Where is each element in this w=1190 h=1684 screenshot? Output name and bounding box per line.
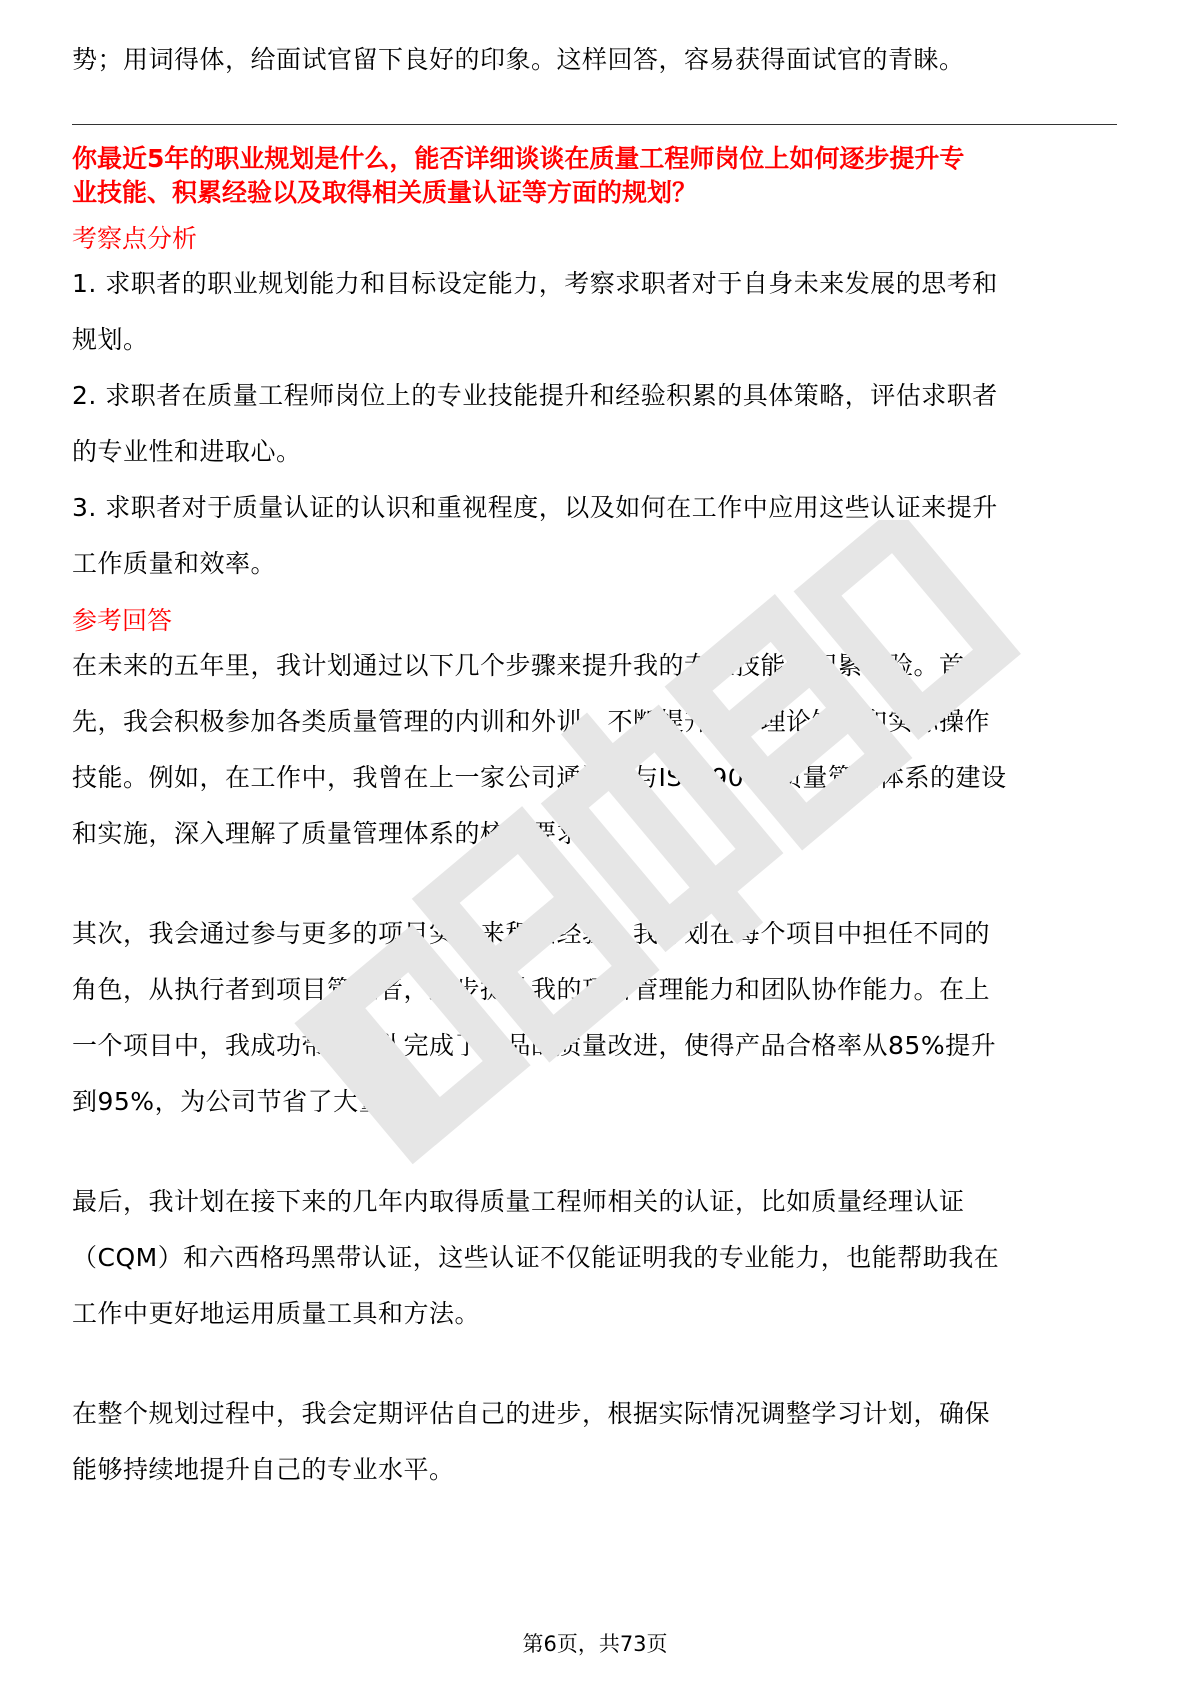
- analysis-item-line: 1. 求职者的职业规划能力和目标设定能力，考察求职者对于自身未来发展的思考和: [72, 269, 998, 298]
- answer-paragraph: [72, 906, 996, 1130]
- answer-paragraph: [72, 638, 1007, 862]
- question-line: 业技能、积累经验以及取得相关质量认证等方面的规划？: [72, 178, 698, 207]
- answer-line: 到95%，为公司节省了大量成本。: [72, 1087, 461, 1116]
- answer-line: 先，我会积极参加各类质量管理的内训和外训，不断提升我的理论知识和实际操作: [72, 707, 991, 736]
- analysis-heading: 考察点分析: [72, 224, 198, 253]
- question-line: 你最近5年的职业规划是什么，能否详细谈谈在质量工程师岗位上如何逐步提升专: [72, 144, 965, 173]
- answer-heading: 参考回答: [72, 606, 173, 635]
- analysis-item-line: 工作质量和效率。: [72, 549, 277, 578]
- answer-line: 和实施，深入理解了质量管理体系的核心要求。: [72, 819, 608, 848]
- answer-line: 一个项目中，我成功带领团队完成了产品的质量改进，使得产品合格率从85%提升: [72, 1031, 997, 1060]
- answer-line: 在未来的五年里，我计划通过以下几个步骤来提升我的专业技能和积累经验。首: [72, 651, 965, 680]
- answer-paragraph: [72, 1174, 999, 1342]
- question-title: [72, 142, 964, 210]
- analysis-item-line: 2. 求职者在质量工程师岗位上的专业技能提升和经验积累的具体策略，评估求职者: [72, 381, 998, 410]
- analysis-item-line: 的专业性和进取心。: [72, 437, 302, 466]
- analysis-item: [72, 256, 998, 368]
- answer-line: 在整个规划过程中，我会定期评估自己的进步，根据实际情况调整学习计划，确保: [72, 1399, 991, 1428]
- previous-answer-tail: 势；用词得体，给面试官留下良好的印象。这样回答，容易获得面试官的青睐。: [72, 45, 965, 74]
- section-divider: [72, 124, 1117, 125]
- page-number: 第6页，共73页: [522, 1632, 668, 1656]
- answer-line: （CQM）和六西格玛黑带认证，这些认证不仅能证明我的专业能力，也能帮助我在: [72, 1243, 1000, 1272]
- analysis-item: [72, 368, 998, 480]
- answer-line: 能够持续地提升自己的专业水平。: [72, 1455, 455, 1484]
- answer-line: 技能。例如，在工作中，我曾在上一家公司通过参与ISO 9001质量管理体系的建设: [72, 763, 1007, 792]
- analysis-list: [72, 256, 998, 592]
- answer-line: 其次，我会通过参与更多的项目实践来积累经验。我计划在每个项目中担任不同的: [72, 919, 991, 948]
- analysis-item: [72, 480, 998, 592]
- answer-line: 最后，我计划在接下来的几年内取得质量工程师相关的认证，比如质量经理认证: [72, 1187, 965, 1216]
- analysis-item-line: 3. 求职者对于质量认证的认识和重视程度，以及如何在工作中应用这些认证来提升: [72, 493, 998, 522]
- answer-line: 角色，从执行者到项目管理者，逐步提升我的项目管理能力和团队协作能力。在上: [72, 975, 991, 1004]
- analysis-item-line: 规划。: [72, 325, 149, 354]
- answer-line: 工作中更好地运用质量工具和方法。: [72, 1299, 481, 1328]
- answer-paragraph: [72, 1386, 990, 1498]
